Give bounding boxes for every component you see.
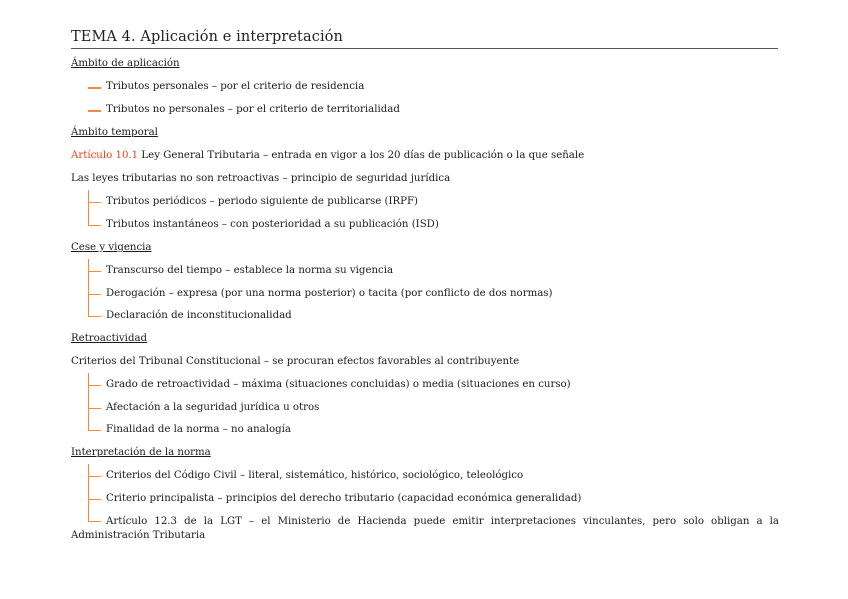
tree-tick xyxy=(88,408,101,409)
list-item: Criterios del Código Civil – literal, sistemático, histórico, sociológico, teleológico xyxy=(106,470,524,481)
heading-ambito-temporal: Ámbito temporal xyxy=(71,127,158,138)
paragraph: Las leyes tributarias no son retroactivas – principio de seguridad jurídica xyxy=(71,173,451,184)
list-item: Transcurso del tiempo – establece la norma su vigencia xyxy=(106,265,394,276)
article-reference: Artículo 10.1 xyxy=(71,150,139,161)
tree-tick xyxy=(88,316,101,317)
list-item: Tributos periódicos – periodo siguiente de publicarse (IRPF) xyxy=(106,196,419,207)
tree-branch-icon xyxy=(88,259,89,317)
heading-retroactividad: Retroactividad xyxy=(71,333,148,344)
list-item: Tributos instantáneos – con posterioridad a su publicación (ISD) xyxy=(106,219,439,230)
heading-interpretacion: Interpretación de la norma xyxy=(71,447,211,458)
list-item: Derogación – expresa (por una norma posterior) o tacita (por conflicto de dos normas) xyxy=(106,288,553,299)
article-text: Ley General Tributaria – entrada en vigor a los 20 días de publicación o la que señale xyxy=(138,150,585,161)
tree-branch-icon xyxy=(88,190,89,226)
tree-tick xyxy=(88,476,101,477)
list-item: Afectación a la seguridad jurídica u otros xyxy=(106,402,320,413)
tree-branch-icon xyxy=(88,373,89,431)
title-divider xyxy=(71,48,778,49)
list-item: Tributos personales – por el criterio de residencia xyxy=(106,81,365,92)
tree-tick xyxy=(88,271,101,272)
page-title: TEMA 4. Aplicación e interpretación xyxy=(71,29,343,45)
heading-cese-vigencia: Cese y vigencia xyxy=(71,242,152,253)
tree-tick xyxy=(88,430,101,431)
article-line xyxy=(71,149,584,163)
bullet-dash-icon xyxy=(88,110,101,112)
bullet-dash-icon xyxy=(88,87,101,89)
list-item: Artículo 12.3 de la LGT – el Ministerio de Hacienda puede emitir interpretaciones vinculantes, pero solo obligan a la Administración Tributaria xyxy=(71,516,779,541)
tree-branch-icon xyxy=(88,464,89,522)
list-item: Criterio principalista – principios del derecho tributario (capacidad económica generalidad) xyxy=(106,493,582,504)
tree-tick xyxy=(88,499,101,500)
tree-tick xyxy=(88,202,101,203)
paragraph: Criterios del Tribunal Constitucional – se procuran efectos favorables al contribuyente xyxy=(71,356,520,367)
tree-tick xyxy=(88,294,101,295)
list-item: Declaración de inconstitucionalidad xyxy=(106,310,292,321)
list-item: Grado de retroactividad – máxima (situaciones concluidas) o media (situaciones en curso) xyxy=(106,379,571,390)
list-item: Tributos no personales – por el criterio de territorialidad xyxy=(106,104,400,115)
tree-tick xyxy=(88,385,101,386)
list-item: Finalidad de la norma – no analogía xyxy=(106,424,291,435)
tree-tick xyxy=(88,225,101,226)
heading-ambito-aplicacion: Ámbito de aplicación xyxy=(71,58,180,69)
